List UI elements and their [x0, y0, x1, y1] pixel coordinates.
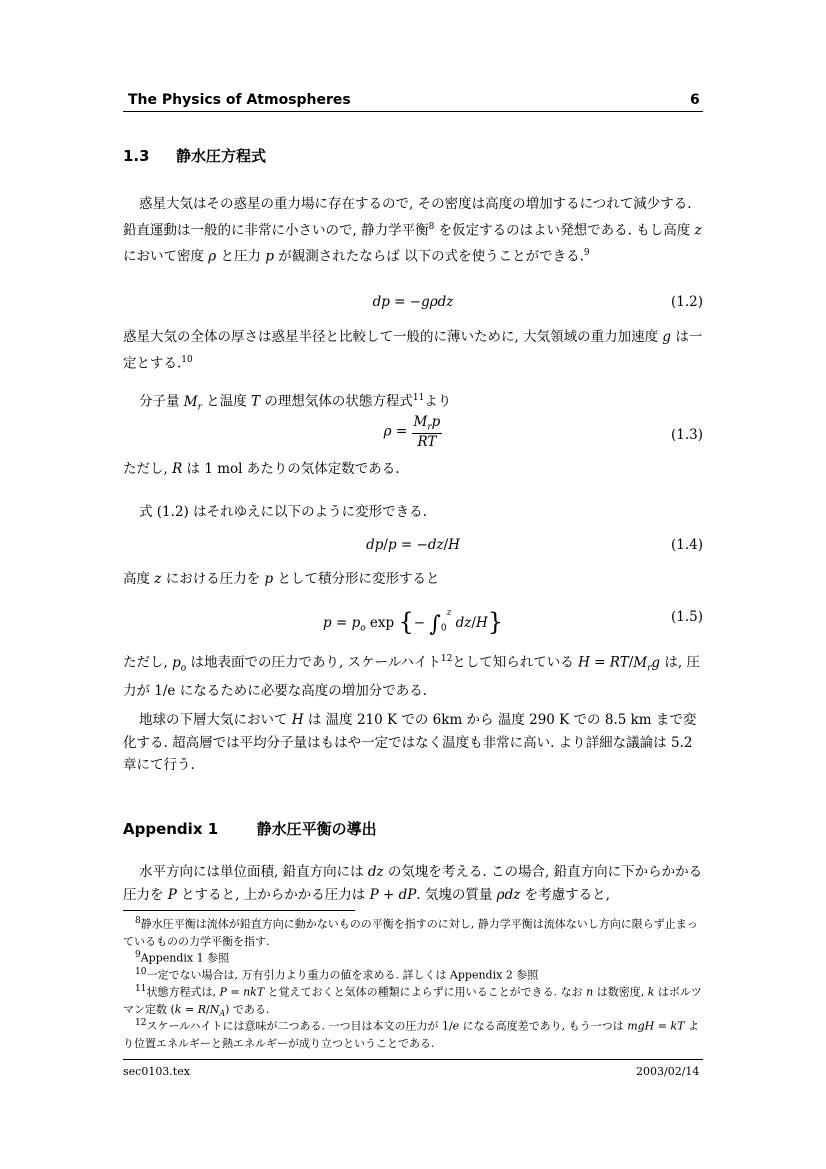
paragraph-2: 惑星大気の全体の厚さは惑星半径と比較して一般的に薄いために, 大気領域の重力加速度 g は一定とする.$^{10}$ — [123, 329, 703, 371]
section-title: 静水圧方程式 — [176, 147, 267, 165]
equation-number: (1.3) — [670, 427, 703, 443]
footnote-rule — [123, 910, 355, 911]
paragraph-8: 地球の下層大気において H は 温度 210 K での 6km から 温度 290 K での 8.5 km まで変化する. 超高層では平均分子量はもはや一定ではなく温度も非常に高い. より詳細な議論は 5.2 章にて行う. — [123, 712, 697, 773]
footnote-11: $^{11}$状態方程式は, P = nkT と覚えておくと気体の種類によらずに用いることができる. なお n は数密度, k はボルツマン定数 $(k = R/N_A)$ である. — [123, 984, 702, 1018]
paragraph-7: ただし, $p_o$ は地表面での圧力であり, スケールハイト$^{12}$として知られている $H = RT/M_rg$ は, 圧力が 1/e になるために必要な高度の増加分である. — [123, 654, 700, 699]
paragraph-1: 惑星大気はその惑星の重力場に存在するので, その密度は高度の増加するにつれて減少する. 鉛直運動は一般的に非常に小さいので, 静力学平衡$^8$ を仮定するのはよい発想である. もし高度 z において密度 ρ と圧力 p が観測されたならば 以下の式を使うことができる.$^9$ — [123, 196, 702, 264]
running-header-title: The Physics of Atmospheres — [128, 92, 351, 108]
footnote-8: $^8$静水圧平衡は流体が鉛直方向に動かないものの平衡を指すのに対し, 静力学平衡は流体ないし方向に限らず止まっているものの力学平衡を指す. — [123, 916, 698, 948]
page-number: 6 — [690, 92, 700, 108]
paragraph-3: 分子量 $M_r$ と温度 T の理想気体の状態方程式$^{11}$より — [139, 393, 452, 413]
footer-rule — [123, 1059, 703, 1060]
equation-1-5: $p = p_o$ exp {− $\int_0^z$ dz/H} (1.5) — [323, 608, 703, 637]
appendix-label: Appendix 1 — [123, 820, 219, 838]
section-heading — [123, 145, 266, 166]
equation-1-3: ρ = $\frac{M_rp}{RT}$ (1.3) — [383, 414, 703, 450]
footer-date: 2003/02/14 — [636, 1065, 700, 1078]
appendix-heading — [123, 818, 377, 839]
footer-filename: sec0103.tex — [123, 1065, 190, 1078]
appendix-paragraph: 水平方向には単位面積, 鉛直方向には dz の気塊を考える. この場合, 鉛直方向に下からかかる圧力を P とすると, 上からかかる圧力は P + dP. 気塊の質量 ρdz を考慮すると, — [123, 864, 703, 903]
paragraph-6: 高度 z における圧力を p として積分形に変形すると — [123, 571, 440, 587]
footnote-9: $^9$Appendix 1 参照 — [135, 950, 230, 965]
equation-number: (1.2) — [670, 294, 703, 310]
paragraph-4: ただし, R は 1 mol あたりの気体定数である. — [123, 461, 400, 477]
appendix-title: 静水圧平衡の導出 — [256, 820, 377, 838]
header-rule — [123, 111, 703, 112]
paragraph-5: 式 (1.2) はそれゆえに以下のように変形できる. — [139, 504, 427, 520]
section-number: 1.3 — [123, 147, 150, 165]
equation-number: (1.5) — [670, 609, 703, 625]
footnote-12: $^{12}$スケールハイトには意味が二つある. 一つ目は本文の圧力が 1/e になる高度差であり, もう一つは mgH = kT より位置エネルギーと熱エネルギーが成り立つということである. — [123, 1018, 699, 1050]
equation-number: (1.4) — [670, 537, 703, 553]
footnote-10: $^{10}$一定でない場合は, 万有引力より重力の値を求める. 詳しくは Appendix 2 参照 — [135, 967, 539, 982]
